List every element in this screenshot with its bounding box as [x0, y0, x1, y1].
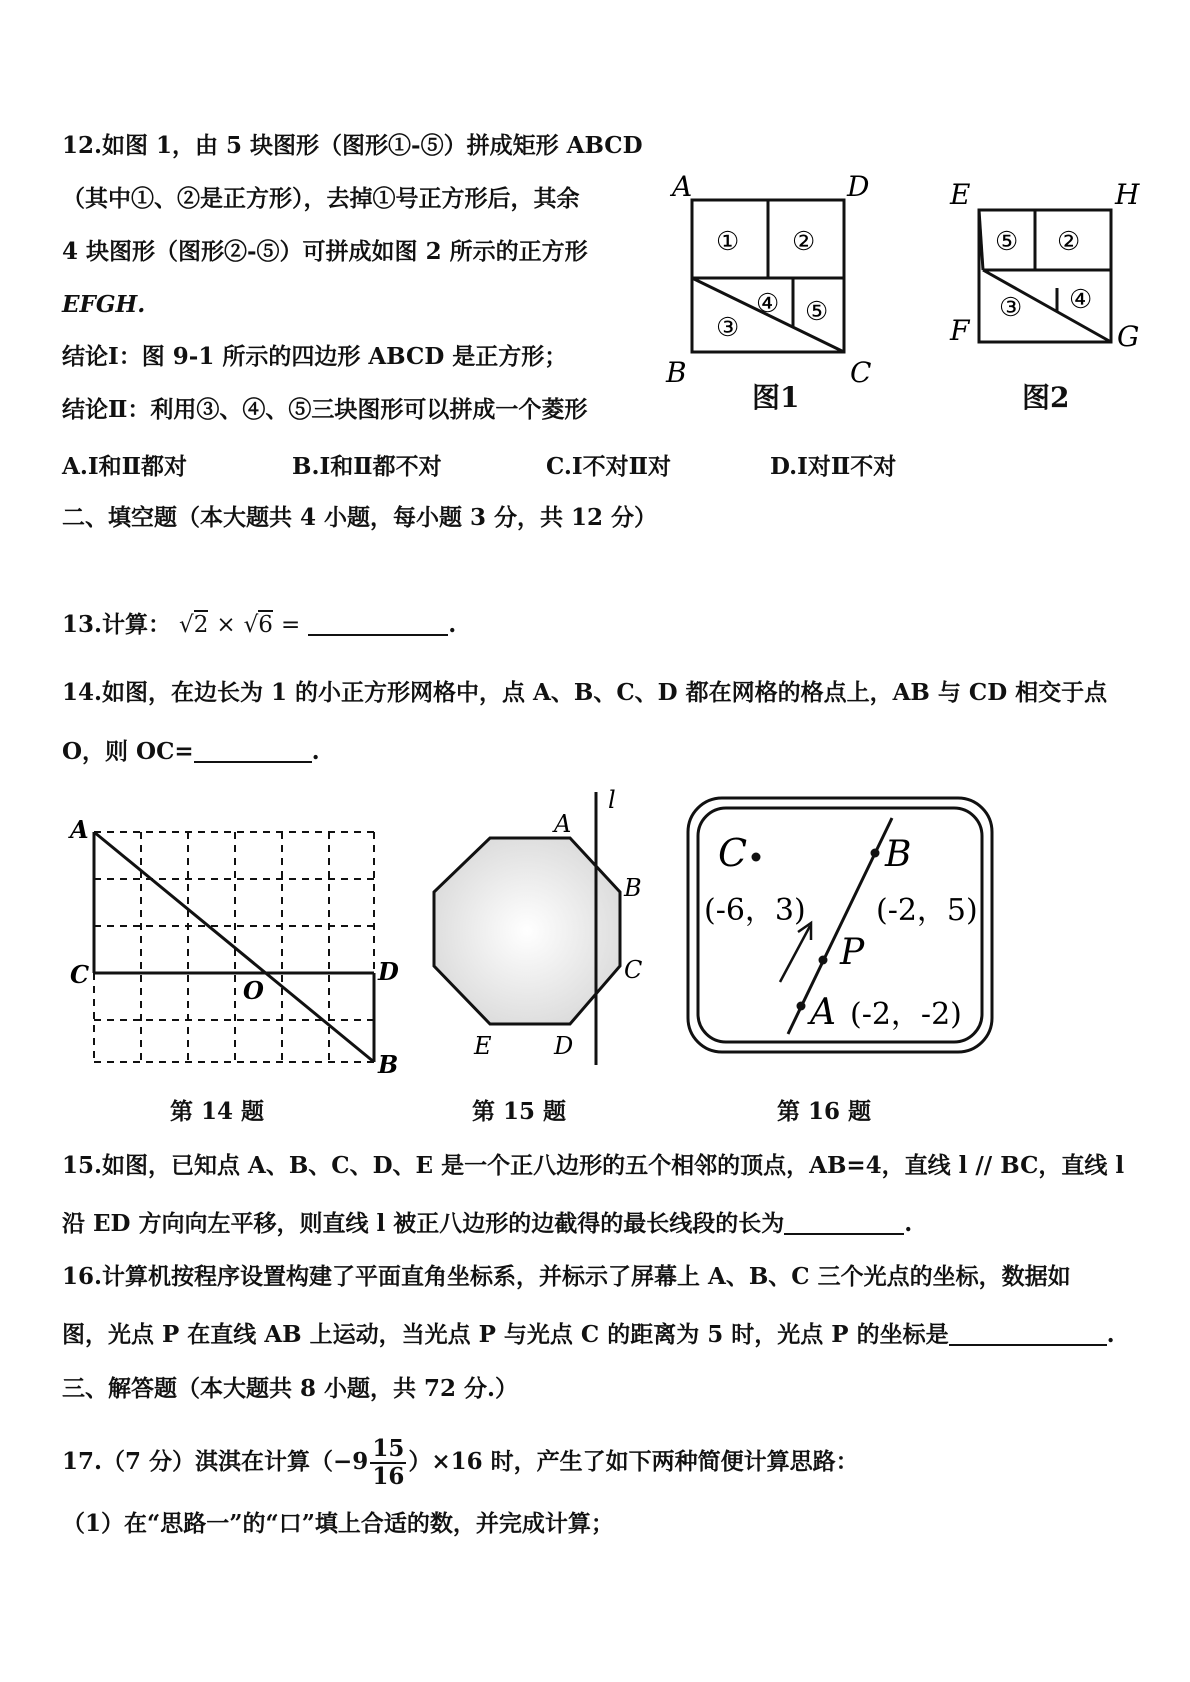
q16-line2: [62, 1318, 1115, 1351]
q15-label-d: D: [554, 1032, 574, 1060]
q13-line: [62, 608, 456, 641]
q17-line1: [62, 1432, 859, 1492]
q15-label-c: C: [624, 956, 643, 984]
q13-radicand-a: 2: [193, 612, 209, 638]
point-b-dot: [871, 849, 880, 858]
q17-fraction: [370, 1436, 406, 1490]
q17-fraction-denominator: 16: [372, 1463, 405, 1490]
point-p-dot: [819, 956, 828, 965]
q12-line1: 12.如图 1，由 5 块图形（图形①-⑤）拼成矩形 ABCD: [62, 132, 643, 159]
q14-line2: [62, 735, 320, 768]
q13-times: ×: [216, 612, 236, 638]
q13-prefix: 13.计算：: [62, 611, 172, 638]
q16-answer-blank[interactable]: [949, 1318, 1107, 1346]
fig1-piece5: ⑤: [805, 297, 829, 327]
q15-line1: 15.如图，已知点 A、B、C、D、E 是一个正八边形的五个相邻的顶点，AB=4，直线 l // BC，直线 l: [62, 1152, 1125, 1179]
q16-coord-a: (-2，-2): [850, 997, 962, 1032]
q15-answer-blank[interactable]: [784, 1207, 904, 1235]
q16-label-b: B: [885, 834, 912, 875]
q16-line2-text: 图，光点 P 在直线 AB 上运动，当光点 P 与光点 C 的距离为 5 时，光点 P 的坐标是: [62, 1321, 949, 1348]
fig2-label-h: H: [1115, 180, 1140, 211]
q12-figure2: [945, 180, 1145, 380]
fig1-piece4: ④: [756, 289, 780, 319]
q14-label-a: A: [70, 815, 89, 844]
fig2-piece5: ⑤: [995, 227, 1019, 257]
q17-suffix: ）×16 时，产生了如下两种简便计算思路：: [408, 1448, 859, 1475]
q15-label-l: l: [608, 786, 616, 814]
q15-octagon-figure: [420, 780, 660, 1070]
fig1-piece1: ①: [716, 227, 740, 257]
q15-label-e: E: [474, 1032, 492, 1060]
q14-line1: 14.如图，在边长为 1 的小正方形网格中，点 A、B、C、D 都在网格的格点上，AB 与 CD 相交于点: [62, 679, 1108, 706]
fig2-piece4: ④: [1069, 285, 1093, 315]
fig2-label-e: E: [950, 180, 971, 211]
q16-line1: 16.计算机按程序设置构建了平面直角坐标系，并标示了屏幕上 A、B、C 三个光点的坐标，数据如: [62, 1263, 1071, 1290]
fig2-label-g: G: [1117, 320, 1140, 353]
fig1-label-d: D: [847, 170, 870, 203]
q14-grid-figure: [60, 805, 420, 1075]
q12-conclusion1: 结论Ⅰ：图 9-1 所示的四边形 ABCD 是正方形；: [62, 343, 568, 370]
q15-line2-end: .: [904, 1210, 913, 1237]
q13-end: .: [448, 611, 457, 638]
fig2-label-f: F: [950, 314, 970, 347]
q12-option-a: A.Ⅰ和Ⅱ都对: [62, 453, 187, 480]
q16-coord-b: (-2，5): [876, 893, 978, 928]
section3-heading: 三、解答题（本大题共 8 小题，共 72 分.）: [62, 1375, 519, 1402]
q13-radicand-b: 6: [258, 612, 273, 638]
q14-caption: 第 14 题: [170, 1098, 265, 1125]
direction-arrow-shaft: [780, 926, 810, 982]
q13-sqrt-sign: √: [179, 612, 194, 638]
section2-heading: 二、填空题（本大题共 4 小题，每小题 3 分，共 12 分）: [62, 504, 658, 531]
fig1-piece2: ②: [792, 227, 816, 257]
fig1-label-b: B: [666, 356, 687, 389]
q16-coord-c: (-6，3): [704, 893, 806, 928]
q16-caption: 第 16 题: [777, 1098, 872, 1125]
q12-line4: EFGH.: [62, 291, 146, 318]
q12-conclusion2: 结论Ⅱ：利用③、④、⑤三块图形可以拼成一个菱形: [62, 396, 588, 423]
q12-option-b: B.Ⅰ和Ⅱ都不对: [292, 453, 442, 480]
q17-sub1: （1）在“思路一”的“口”填上合适的数，并完成计算；: [62, 1510, 614, 1537]
q14-line2-end: .: [311, 738, 320, 765]
point-c-dot: [752, 853, 761, 862]
fig2-caption: 图2: [1022, 381, 1070, 414]
q14-label-c: C: [70, 960, 90, 989]
q12-line3: 4 块图形（图形②-⑤）可拼成如图 2 所示的正方形: [62, 238, 588, 265]
fig1-label-a: A: [672, 170, 693, 203]
q15-line2-text: 沿 ED 方向向左平移，则直线 l 被正八边形的边截得的最长线段的长为: [62, 1210, 785, 1237]
q14-label-b: B: [378, 1050, 399, 1075]
q14-answer-blank[interactable]: [194, 735, 312, 763]
q15-caption: 第 15 题: [472, 1098, 567, 1125]
q13-sqrt-sign-b: √: [243, 612, 259, 638]
q17-prefix: 17.（7 分）淇淇在计算（−9: [62, 1448, 369, 1475]
q13-answer-blank[interactable]: [308, 608, 448, 636]
q16-label-a: A: [810, 992, 836, 1033]
q12-option-c: C.Ⅰ不对Ⅱ对: [546, 453, 672, 480]
q17-fraction-numerator: 15: [372, 1435, 405, 1462]
q16-label-c: C: [718, 831, 748, 875]
fig2-piece2: ②: [1057, 227, 1081, 257]
fig2-piece3: ③: [999, 293, 1023, 323]
fig1-caption: 图1: [752, 381, 800, 414]
q14-line2-text: O，则 OC=: [62, 738, 194, 765]
fig1-label-c: C: [850, 356, 872, 389]
q12-option-d: D.Ⅰ对Ⅱ不对: [770, 453, 897, 480]
q16-line2-end: .: [1106, 1321, 1115, 1348]
q15-line2: [62, 1207, 912, 1240]
regular-octagon: [434, 838, 620, 1024]
q12-line2: （其中①、②是正方形），去掉①号正方形后，其余: [62, 185, 580, 212]
q12-figure1: [660, 160, 890, 400]
q15-label-a: A: [554, 810, 572, 838]
q16-label-p: P: [840, 932, 865, 973]
q13-equals: =: [280, 612, 301, 638]
q14-label-o: O: [243, 976, 264, 1005]
point-a-dot: [797, 1002, 806, 1011]
fig1-piece3: ③: [716, 313, 740, 343]
q14-label-d: D: [378, 957, 399, 986]
q15-label-b: B: [624, 874, 642, 902]
q16-screen-figure: [680, 790, 1000, 1060]
